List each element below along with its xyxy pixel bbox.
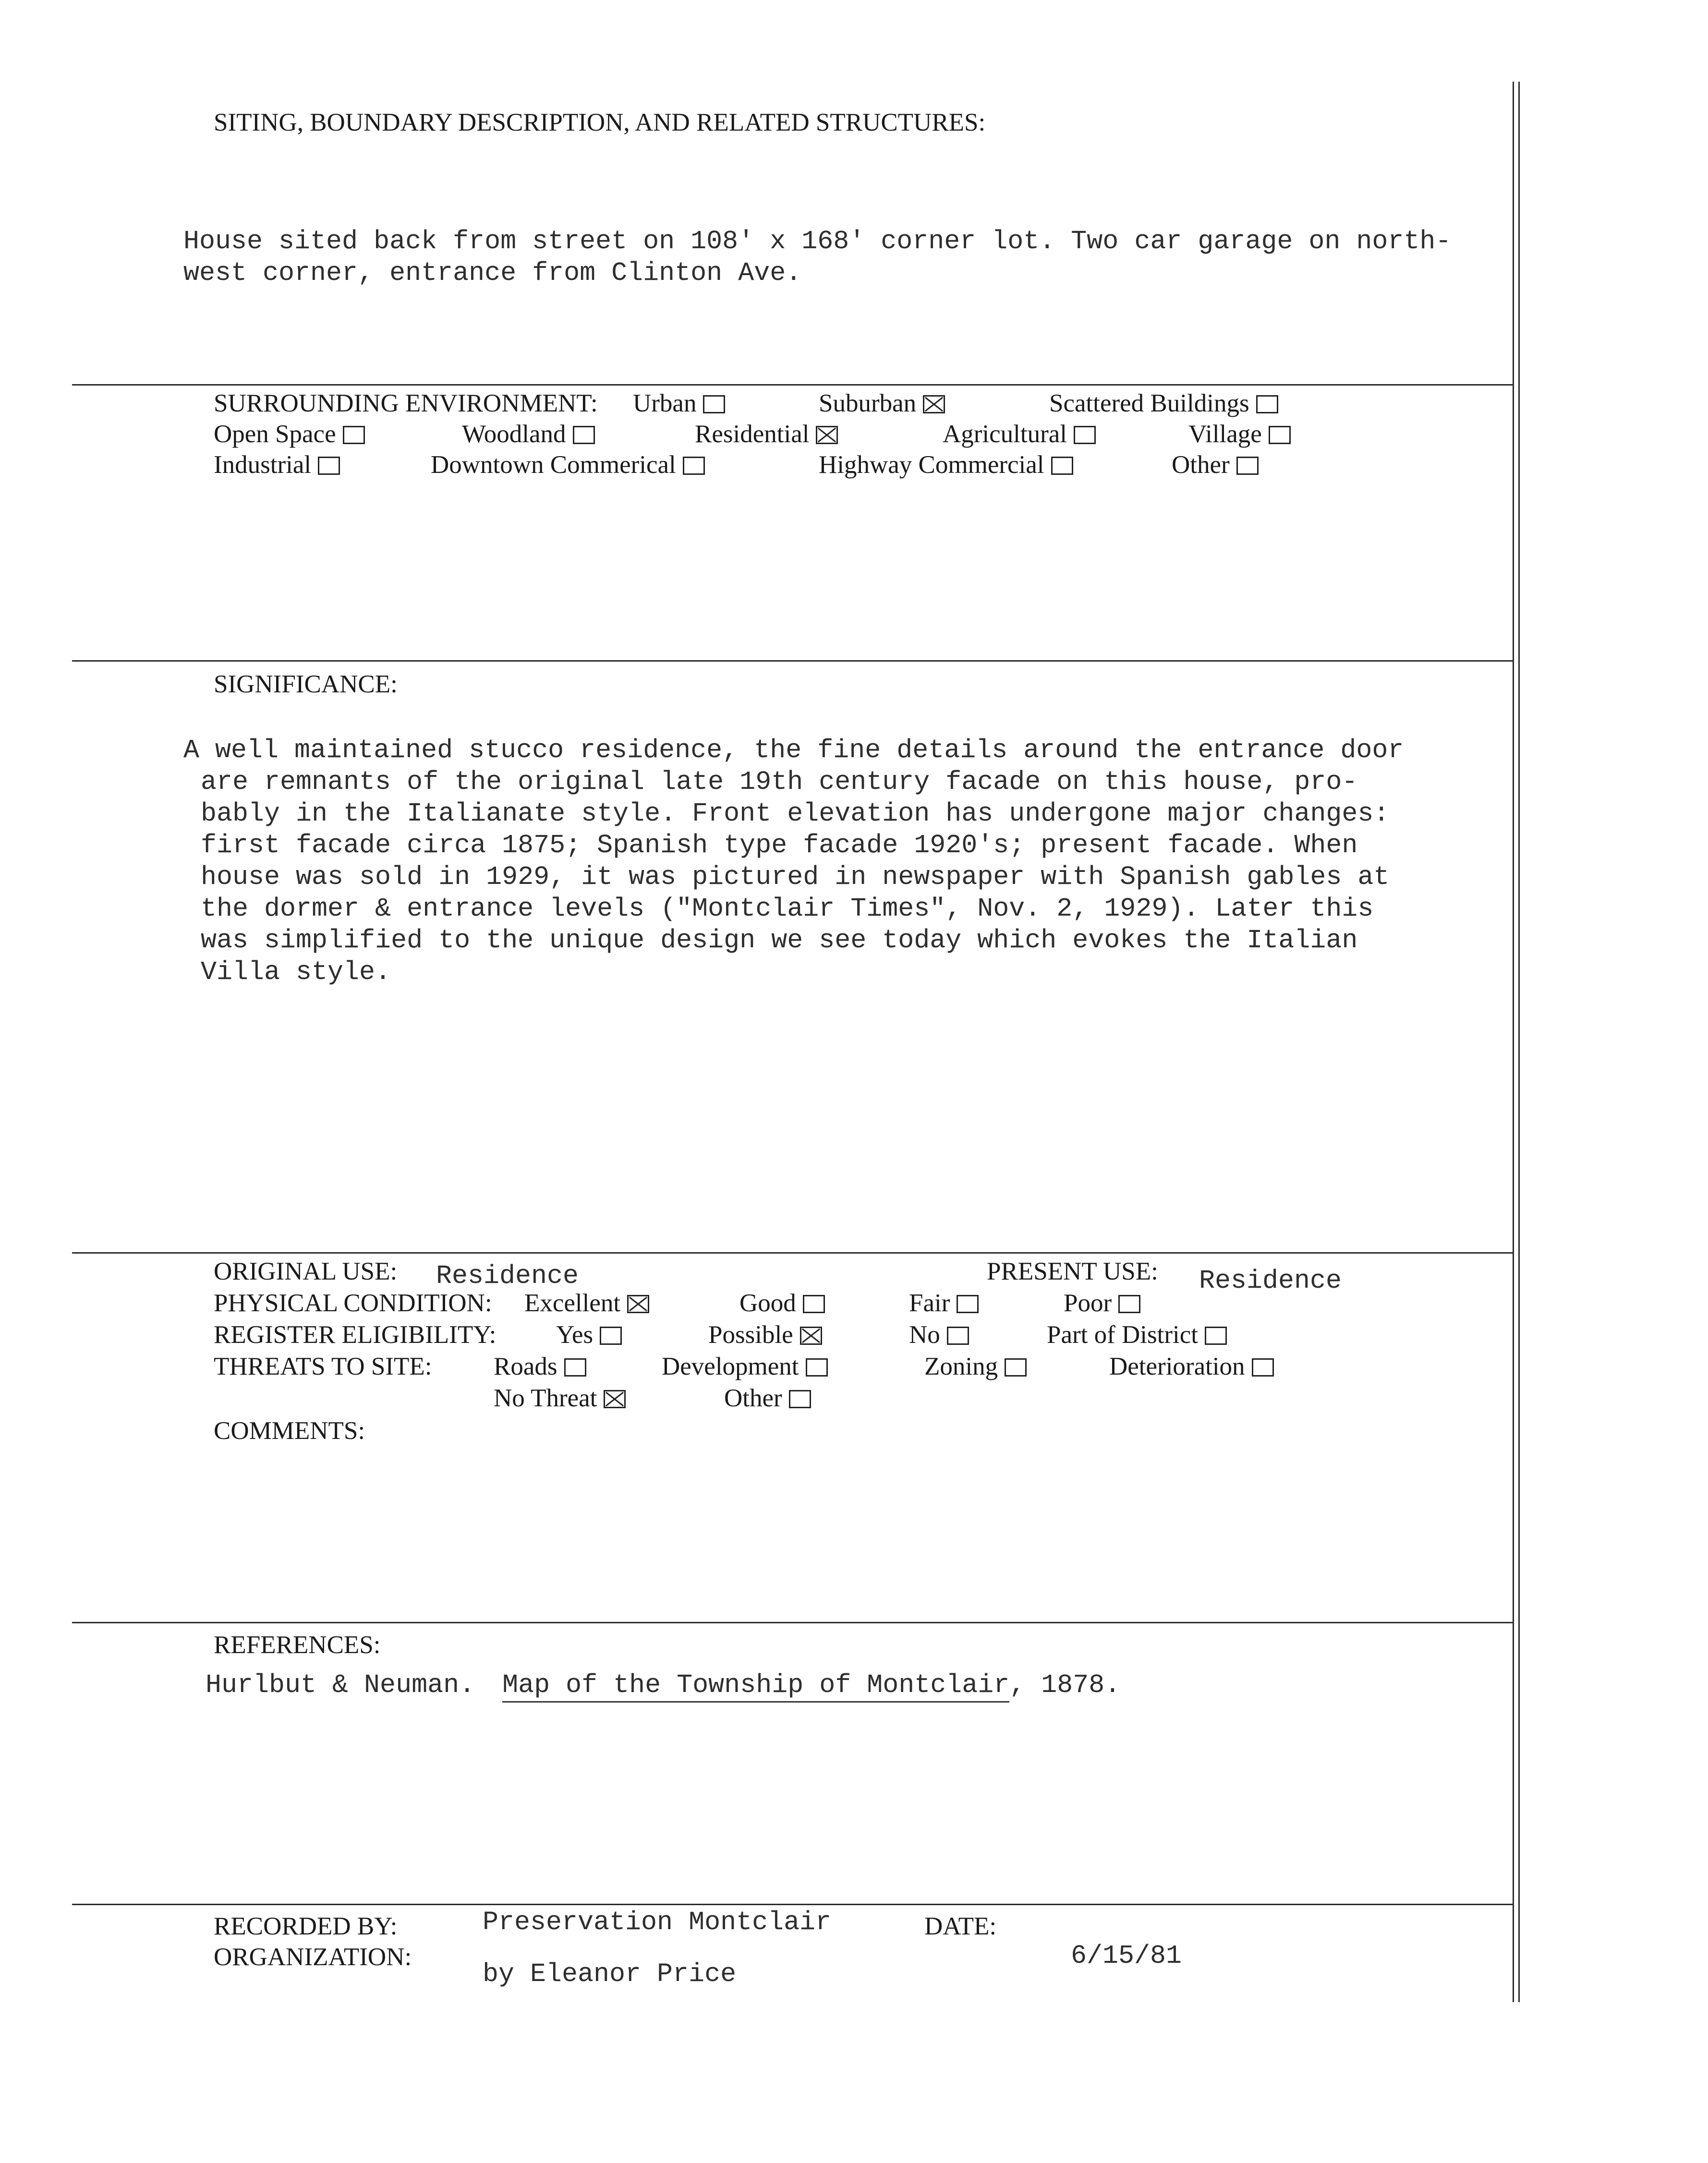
checkbox-scattered-buildings[interactable] bbox=[1256, 395, 1278, 413]
threat-option-zoning bbox=[924, 1352, 1027, 1381]
option-label: Suburban bbox=[819, 389, 917, 417]
recorded-by-label: RECORDED BY: bbox=[214, 1912, 398, 1940]
significance-line: bably in the Italianate style. Front elevation has undergone major changes: bbox=[201, 798, 1390, 829]
env-option-other bbox=[1172, 450, 1259, 479]
option-label: Part of District bbox=[1047, 1321, 1198, 1349]
siting-line: House sited back from street on 108' x 168' corner lot. Two car garage on north- bbox=[183, 226, 1452, 256]
reference-authors: Hurlbut & Neuman. bbox=[206, 1670, 475, 1700]
eligibility-option-yes bbox=[556, 1320, 622, 1349]
threat-option-deterioration bbox=[1109, 1352, 1274, 1381]
checkbox-residential[interactable] bbox=[816, 426, 838, 444]
option-label: Scattered Buildings bbox=[1049, 389, 1249, 417]
option-label: Deterioration bbox=[1109, 1353, 1245, 1380]
reference-title: Map of the Township of Montclair bbox=[502, 1670, 1009, 1703]
section-divider bbox=[72, 384, 1513, 386]
checkbox-deterioration[interactable] bbox=[1252, 1358, 1274, 1377]
option-label: Development bbox=[662, 1353, 799, 1380]
siting-line: west corner, entrance from Clinton Ave. bbox=[183, 258, 802, 288]
option-label: Industrial bbox=[214, 451, 312, 479]
organization-label: ORGANIZATION: bbox=[214, 1943, 412, 1971]
env-option-highway-commercial bbox=[819, 450, 1073, 479]
checkbox-threat-other[interactable] bbox=[789, 1390, 811, 1408]
checkbox-part-of-district[interactable] bbox=[1205, 1327, 1227, 1345]
option-label: Possible bbox=[708, 1321, 793, 1349]
env-option-industrial bbox=[214, 450, 340, 479]
organization-value: by Eleanor Price bbox=[483, 1959, 737, 1989]
option-label: Other bbox=[1172, 451, 1230, 479]
option-label: Open Space bbox=[214, 420, 336, 448]
option-label: Urban bbox=[633, 389, 697, 417]
threats-heading: THREATS TO SITE: bbox=[214, 1353, 432, 1380]
option-label: No Threat bbox=[494, 1384, 597, 1412]
option-label: Highway Commercial bbox=[819, 451, 1044, 479]
section-divider bbox=[72, 1622, 1513, 1623]
checkbox-open-space[interactable] bbox=[343, 426, 365, 444]
option-label: Other bbox=[724, 1384, 782, 1412]
comments-heading: COMMENTS: bbox=[214, 1417, 365, 1445]
checkbox-excellent[interactable] bbox=[627, 1295, 649, 1313]
date-value: 6/15/81 bbox=[1071, 1941, 1182, 1971]
env-option-suburban bbox=[819, 389, 945, 418]
checkbox-roads[interactable] bbox=[564, 1358, 586, 1377]
threat-option-roads bbox=[494, 1352, 586, 1381]
significance-line: Villa style. bbox=[201, 957, 391, 987]
significance-line: are remnants of the original late 19th century facade on this house, pro- bbox=[201, 767, 1358, 797]
checkbox-zoning[interactable] bbox=[1005, 1358, 1027, 1377]
option-label: Good bbox=[739, 1289, 796, 1317]
date-label: DATE: bbox=[924, 1912, 997, 1940]
significance-line: house was sold in 1929, it was pictured in newspaper with Spanish gables at bbox=[201, 862, 1390, 892]
checkbox-industrial[interactable] bbox=[318, 457, 340, 475]
checkbox-poor[interactable] bbox=[1118, 1295, 1140, 1313]
checkbox-woodland[interactable] bbox=[573, 426, 595, 444]
threat-option-no-threat bbox=[494, 1384, 626, 1413]
option-label: Roads bbox=[494, 1353, 557, 1380]
siting-description bbox=[183, 226, 1451, 289]
condition-option-poor bbox=[1064, 1289, 1140, 1317]
option-label: Zoning bbox=[924, 1353, 998, 1380]
reference-suffix: , 1878. bbox=[1009, 1670, 1121, 1700]
env-option-agricultural bbox=[943, 420, 1096, 448]
section-divider bbox=[72, 1252, 1513, 1254]
right-margin-rule-inner bbox=[1518, 82, 1520, 2002]
environment-heading: SURROUNDING ENVIRONMENT: bbox=[214, 389, 598, 417]
env-option-woodland bbox=[462, 420, 595, 448]
option-label: Poor bbox=[1064, 1289, 1112, 1317]
option-label: Residential bbox=[695, 420, 810, 448]
significance-heading: SIGNIFICANCE: bbox=[214, 670, 398, 698]
checkbox-no[interactable] bbox=[947, 1327, 969, 1345]
section-divider bbox=[72, 660, 1513, 662]
condition-option-good bbox=[739, 1289, 825, 1317]
recorded-by-value: Preservation Montclair bbox=[483, 1907, 832, 1937]
present-use-value: Residence bbox=[1199, 1266, 1342, 1296]
env-option-downtown-commerical bbox=[431, 450, 705, 479]
threat-option-other bbox=[724, 1384, 811, 1413]
references-entry bbox=[206, 1670, 1120, 1700]
significance-line: the dormer & entrance levels ("Montclair Times", Nov. 2, 1929). Later this bbox=[201, 894, 1374, 924]
option-label: Woodland bbox=[462, 420, 566, 448]
original-use-value: Residence bbox=[436, 1261, 579, 1291]
eligibility-option-possible bbox=[708, 1320, 822, 1349]
env-option-scattered-buildings bbox=[1049, 389, 1278, 418]
siting-heading: SITING, BOUNDARY DESCRIPTION, AND RELATED STRUCTURES: bbox=[214, 109, 986, 136]
status-section bbox=[0, 1257, 1508, 1459]
threat-option-development bbox=[662, 1352, 828, 1381]
checkbox-downtown-commerical[interactable] bbox=[683, 457, 705, 475]
checkbox-yes[interactable] bbox=[600, 1327, 622, 1345]
checkbox-possible[interactable] bbox=[800, 1327, 822, 1345]
env-option-residential bbox=[695, 420, 838, 448]
option-label: Fair bbox=[909, 1289, 950, 1317]
condition-option-fair bbox=[909, 1289, 979, 1317]
condition-option-excellent bbox=[524, 1289, 649, 1317]
env-option-village bbox=[1188, 420, 1291, 448]
env-option-open-space bbox=[214, 420, 365, 448]
checkbox-good[interactable] bbox=[803, 1295, 825, 1313]
option-label: Village bbox=[1188, 420, 1262, 448]
references-heading: REFERENCES: bbox=[214, 1631, 381, 1659]
section-divider bbox=[72, 1904, 1513, 1905]
option-label: Downtown Commerical bbox=[431, 451, 676, 479]
eligibility-heading: REGISTER ELIGIBILITY: bbox=[214, 1321, 497, 1349]
checkbox-highway-commercial[interactable] bbox=[1051, 457, 1073, 475]
significance-line: was simplified to the unique design we see today which evokes the Italian bbox=[201, 925, 1358, 955]
condition-heading: PHYSICAL CONDITION: bbox=[214, 1289, 492, 1317]
eligibility-option-no bbox=[909, 1320, 969, 1349]
significance-line: A well maintained stucco residence, the fine details around the entrance door bbox=[183, 735, 1404, 765]
checkbox-suburban[interactable] bbox=[923, 395, 945, 413]
option-label: Agricultural bbox=[943, 420, 1067, 448]
env-option-urban bbox=[633, 389, 725, 418]
original-use-label: ORIGINAL USE: bbox=[214, 1257, 398, 1285]
option-label: Yes bbox=[556, 1321, 594, 1349]
checkbox-development[interactable] bbox=[806, 1358, 828, 1377]
checkbox-fair[interactable] bbox=[957, 1295, 979, 1313]
checkbox-agricultural[interactable] bbox=[1074, 426, 1096, 444]
right-margin-rule-outer bbox=[1513, 82, 1514, 2002]
option-label: No bbox=[909, 1321, 940, 1349]
option-label: Excellent bbox=[524, 1289, 621, 1317]
eligibility-option-part-of-district bbox=[1047, 1320, 1227, 1349]
present-use-label: PRESENT USE: bbox=[987, 1257, 1158, 1285]
checkbox-village[interactable] bbox=[1269, 426, 1291, 444]
checkbox-env-other[interactable] bbox=[1236, 457, 1259, 475]
significance-text bbox=[183, 735, 1404, 988]
checkbox-urban[interactable] bbox=[703, 395, 725, 413]
environment-section bbox=[0, 389, 1508, 485]
significance-line: first facade circa 1875; Spanish type facade 1920's; present facade. When bbox=[201, 830, 1358, 860]
checkbox-no-threat[interactable] bbox=[604, 1390, 626, 1408]
